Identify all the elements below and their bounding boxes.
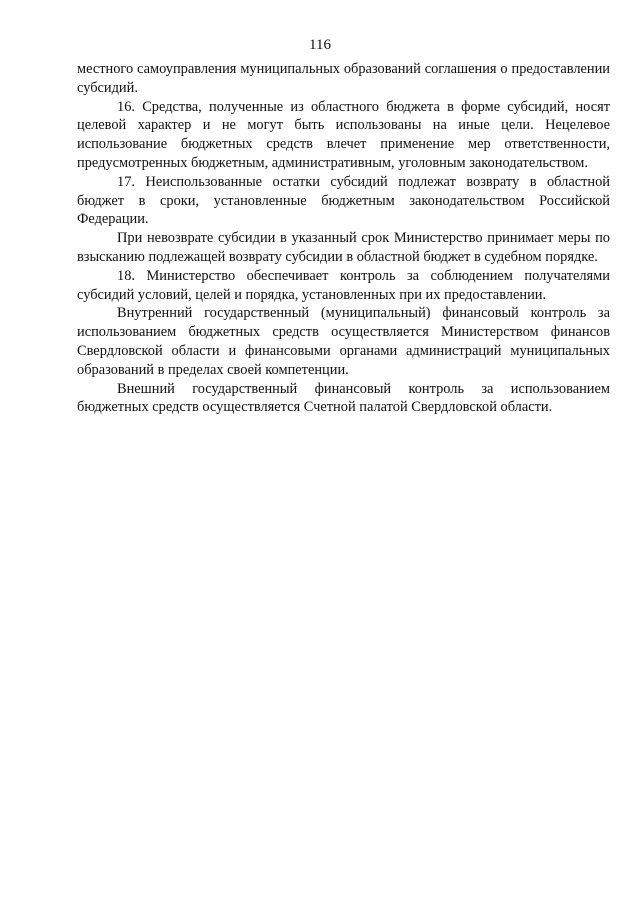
paragraph-16: 16. Средства, полученные из областного бюджета в форме субсидий, носят целевой характер и не могут быть использованы на иные цели. Нецелевое использование бюджетных средств влечет применение мер ответственности, предусмотренных бюджетным, административным, уголовным законодательством. [77,98,610,171]
paragraph-internal-control: Внутренний государственный (муниципальный) финансовый контроль за использованием бюджетных средств осуществляется Министерством финансов Свердловской области и финансовыми органами администраций муниципальных образований в пределах своей компетенции. [77,305,610,378]
document-body [77,60,610,417]
paragraph-18: 18. Министерство обеспечивает контроль за соблюдением получателями субсидий условий, целей и порядка, установленных при их предоставлении. [77,267,610,303]
paragraph-continuation: местного самоуправления муниципальных образований соглашения о предоставлении субсидий. [77,61,610,96]
paragraph-subsidy-non-return: При невозврате субсидии в указанный срок Министерство принимает меры по взысканию подлежащей возврату субсидии в областной бюджет в судебном порядке. [77,230,610,265]
paragraph-17: 17. Неиспользованные остатки субсидий подлежат возврату в областной бюджет в сроки, установленные бюджетным законодательством Российской Федерации. [77,173,610,228]
paragraph-external-control: Внешний государственный финансовый контроль за использованием бюджетных средств осуществляется Счетной палатой Свердловской области. [77,380,610,416]
page-number: 116 [309,37,331,53]
